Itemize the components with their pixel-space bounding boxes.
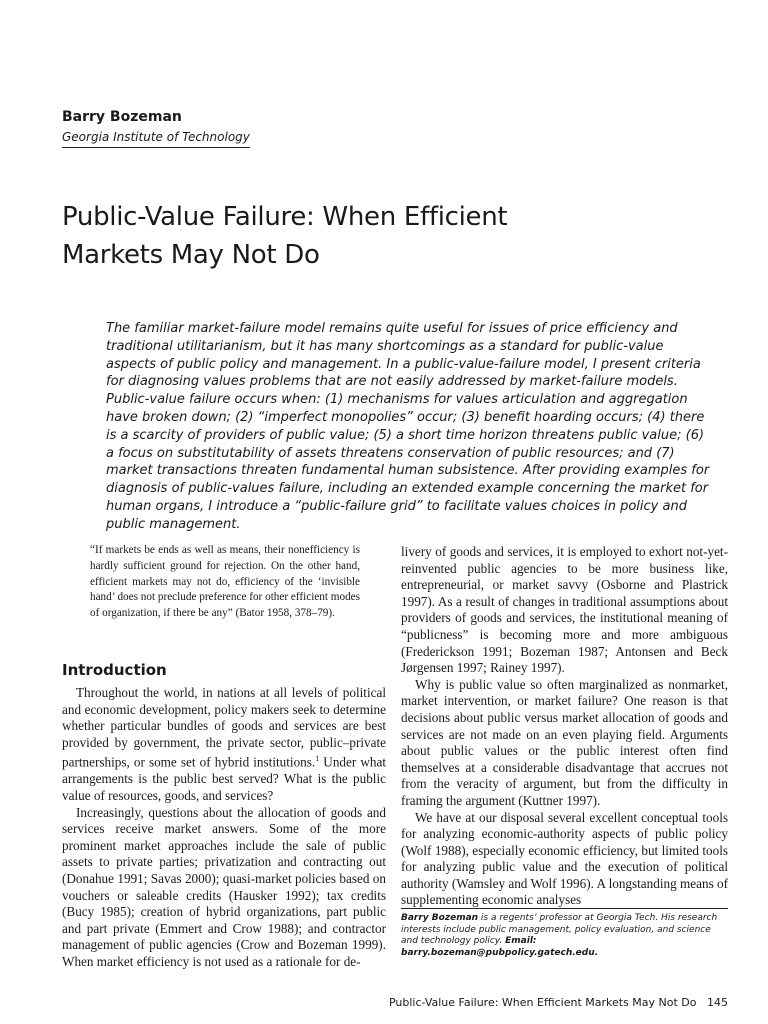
author-affiliation: Georgia Institute of Technology bbox=[62, 130, 250, 148]
title-line-1: Public-Value Failure: When Efficient bbox=[62, 202, 508, 232]
author-name: Barry Bozeman bbox=[62, 109, 182, 125]
right-column bbox=[401, 544, 728, 909]
paragraph: livery of goods and services, it is employed to exhort not-yet-reinvented public agencies to be more business like, entrepreneurial, or market savvy (Osborne and Plastrick 1997). As a result of changes in traditional assumptions about providers of goods and services, the institutional meaning of “publicness” is becoming more and more ambiguous (Frederickson 1991; Bozeman 1987; Antonsen and Beck Jørgensen 1997; Rainey 1997). bbox=[401, 544, 728, 676]
paragraph: We have at our disposal several excellent conceptual tools for analyzing economic-authority aspects of public policy (Wolf 1988), especially economic efficiency, but limited tools for analyzing public value and the execution of political authority (Wamsley and Wolf 1996). A longstanding means of supplementing economic analyses bbox=[401, 809, 728, 908]
epigraph: “If markets be ends as well as means, their nonefficiency is hardly sufficient ground for rejection. On the other hand, efficient markets may not do, efficiency of the ‘invisible hand’ does not preclude preference for other efficient modes of organization, if there be any” (Bator 1958, 378–79). bbox=[90, 544, 360, 620]
abstract: The familiar market-failure model remains quite useful for issues of price efficiency and traditional utilitarianism, but it has many shortcomings as a standard for public-value aspects of public policy and management. In a public-value-failure model, I present criteria for diagnosing values problems that are not easily addressed by market-failure models. Public-value failure occurs when: (1) mechanisms for values articulation and aggregation have broken down; (2) “imperfect monopolies” occur; (3) benefit hoarding occurs; (4) there is a scarcity of providers of public value; (5) a short time horizon threatens public value; (6) a focus on substitutability of assets threatens conservation of public resources; and (7) market transactions threaten fundamental human subsistence. After providing examples for diagnosis of public-values failure, including an extended example concerning the market for human organs, I introduce a “public-failure grid” to facilitate values choices in policy and public management. bbox=[106, 321, 710, 532]
paragraph: Increasingly, questions about the allocation of goods and services receive market answers. Some of the more prominent market approaches include the sale of public assets to private parties; privatization and contracting out (Donahue 1991; Savas 2000); quasi-market policies based on vouchers or saleable credits (Hausker 1992); tax credits (Bucy 1985); creation of hybrid organizations, part public and part private (Emmert and Crow 1988); and contractor management of public agencies (Crow and Bozeman 1999). When market efficiency is not used as a rationale for de- bbox=[62, 804, 386, 969]
page-number: 145 bbox=[707, 996, 728, 1009]
running-title: Public-Value Failure: When Efficient Markets May Not Do bbox=[388, 996, 697, 1009]
title-line-2: Markets May Not Do bbox=[62, 240, 320, 270]
footnote-marker: 1 bbox=[315, 754, 320, 764]
paragraph: Why is public value so often marginalized as nonmarket, market intervention, or market failure? One reason is that decisions about public versus market allocation of goods and services are not made on an even playing field. Arguments about public values or the public interest often find themselves at a considerable disadvantage that accrues not from the veracity of argument, but from the difficulty in framing the argument (Kuttner 1997). bbox=[401, 676, 728, 808]
footnote-divider bbox=[401, 908, 728, 909]
left-column bbox=[62, 685, 386, 970]
paragraph: Throughout the world, in nations at all levels of political and economic development, policy makers seek to determine whether particular bundles of goods and services are best provided by government, the private sector, public–private partnerships, or some set of hybrid institutions.$^1$ Under what arrangements is the public best served? What is the public value of resources, goods, and services? bbox=[62, 685, 387, 803]
author-footnote: Barry Bozeman is a regents’ professor at Georgia Tech. His research interests include public management, policy evaluation, and science and technology policy. Email: barry.bozeman@pubpolicy.gatech.edu. bbox=[401, 913, 718, 958]
section-heading-introduction: Introduction bbox=[62, 661, 167, 679]
running-footer bbox=[389, 996, 728, 1009]
article-title bbox=[62, 198, 702, 274]
